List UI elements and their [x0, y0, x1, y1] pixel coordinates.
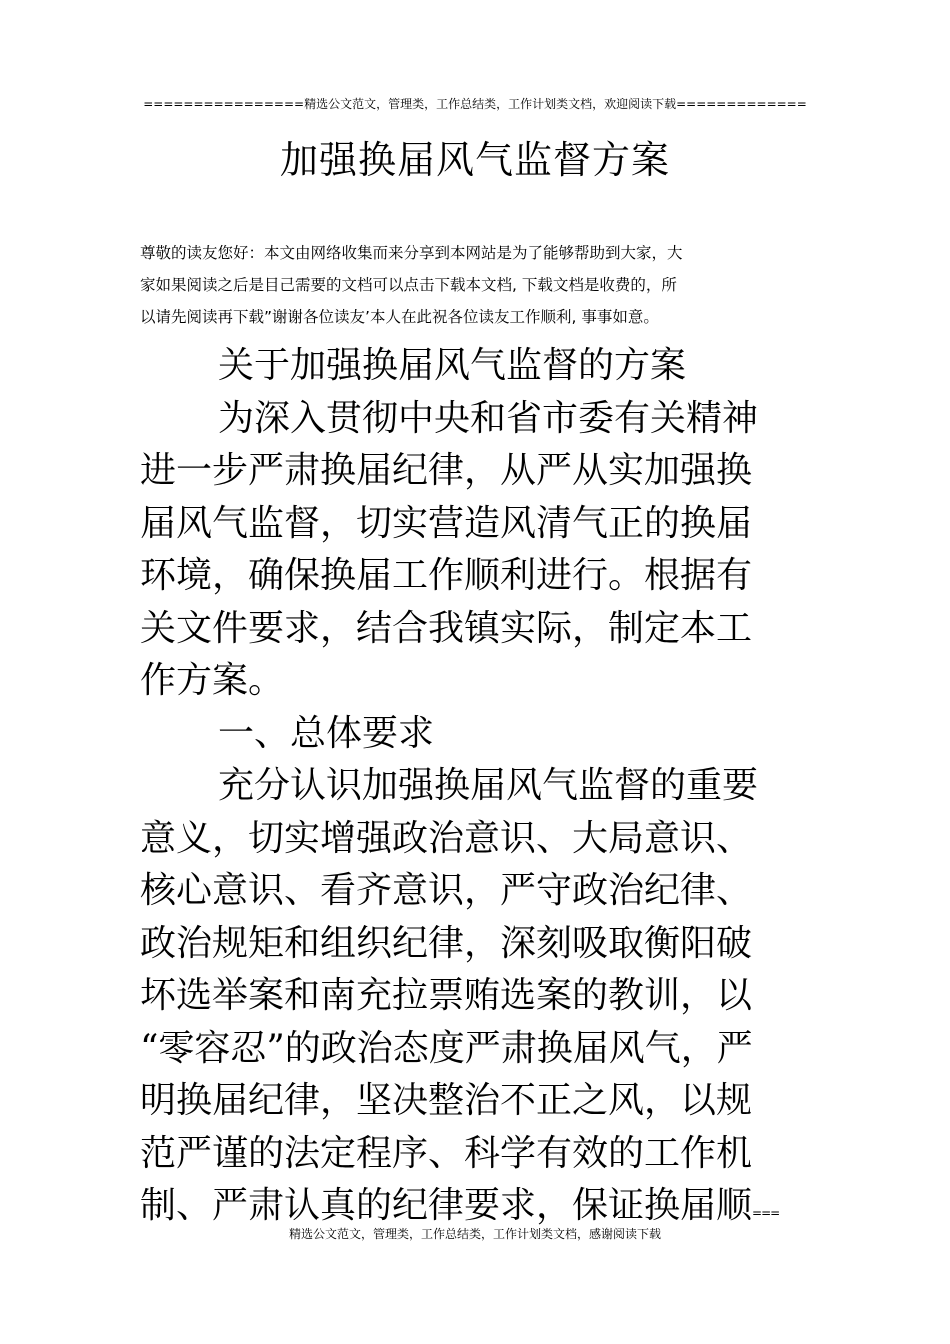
- body-line: 明换届纪律，坚决整治不正之风，以规: [140, 1080, 753, 1121]
- body-line: 作方案。: [140, 660, 285, 701]
- body-line: 核心意识、看齐意识，严守政治纪律、: [140, 870, 753, 911]
- footer-banner: 精选公文范文，管理类，工作总结类，工作计划类文档，感谢阅读下载: [288, 1227, 661, 1241]
- reader-notice: [140, 237, 812, 333]
- header-banner: ================精选公文范文，管理类，工作总结类，工作计划类文档，欢迎阅读下载=============: [143, 97, 807, 111]
- body-line-text: 制、严肃认真的纪律要求，保证换届顺: [140, 1185, 753, 1226]
- body-line: 范严谨的法定程序、科学有效的工作机: [140, 1132, 753, 1174]
- line-trail-marks: ===: [752, 1206, 780, 1220]
- notice-line: 家如果阅读之后是目己需要的文档可以点击下载本文档, 下载文档是收费的，所: [140, 276, 677, 294]
- body-line: 意义，切实增强政治意识、大局意识、: [140, 817, 753, 859]
- body-line: 政治规矩和组织纪律，深刻吸取衡阳破: [140, 922, 753, 964]
- notice-line: 尊敬的读友您好：本文由网络收集而来分享到本网站是为了能够帮助到大家，大: [140, 244, 683, 262]
- body-line: [140, 1180, 820, 1233]
- body-line: 关文件要求，结合我镇实际，制定本工: [140, 607, 753, 649]
- document-title: 加强换届风气监督方案: [279, 138, 670, 182]
- body-line: 坏选举案和南充拉票贿选案的教训，以: [140, 975, 753, 1016]
- section-heading: 关于加强换届风气监督的方案: [218, 345, 687, 386]
- section-heading: 一、总体要求: [218, 712, 435, 754]
- notice-line: 以请先阅读再下载”谢谢各位读友’本人在此祝各位读友工作顺利, 事事如意。: [140, 308, 659, 326]
- body-line: 进一步严肃换届纪律，从严从实加强换: [140, 450, 753, 491]
- body-line: 为深入贯彻中央和省市委有关精神: [218, 397, 759, 439]
- document-body: [140, 340, 820, 1233]
- body-line: 充分认识加强换届风气监督的重要: [218, 765, 759, 806]
- body-line: “零容忍”的政治态度严肃换届风气，严: [140, 1027, 753, 1069]
- body-line: 环境，确保换届工作顺利进行。根据有: [140, 555, 753, 596]
- body-line: 届风气监督，切实营造风清气正的换届: [140, 502, 753, 544]
